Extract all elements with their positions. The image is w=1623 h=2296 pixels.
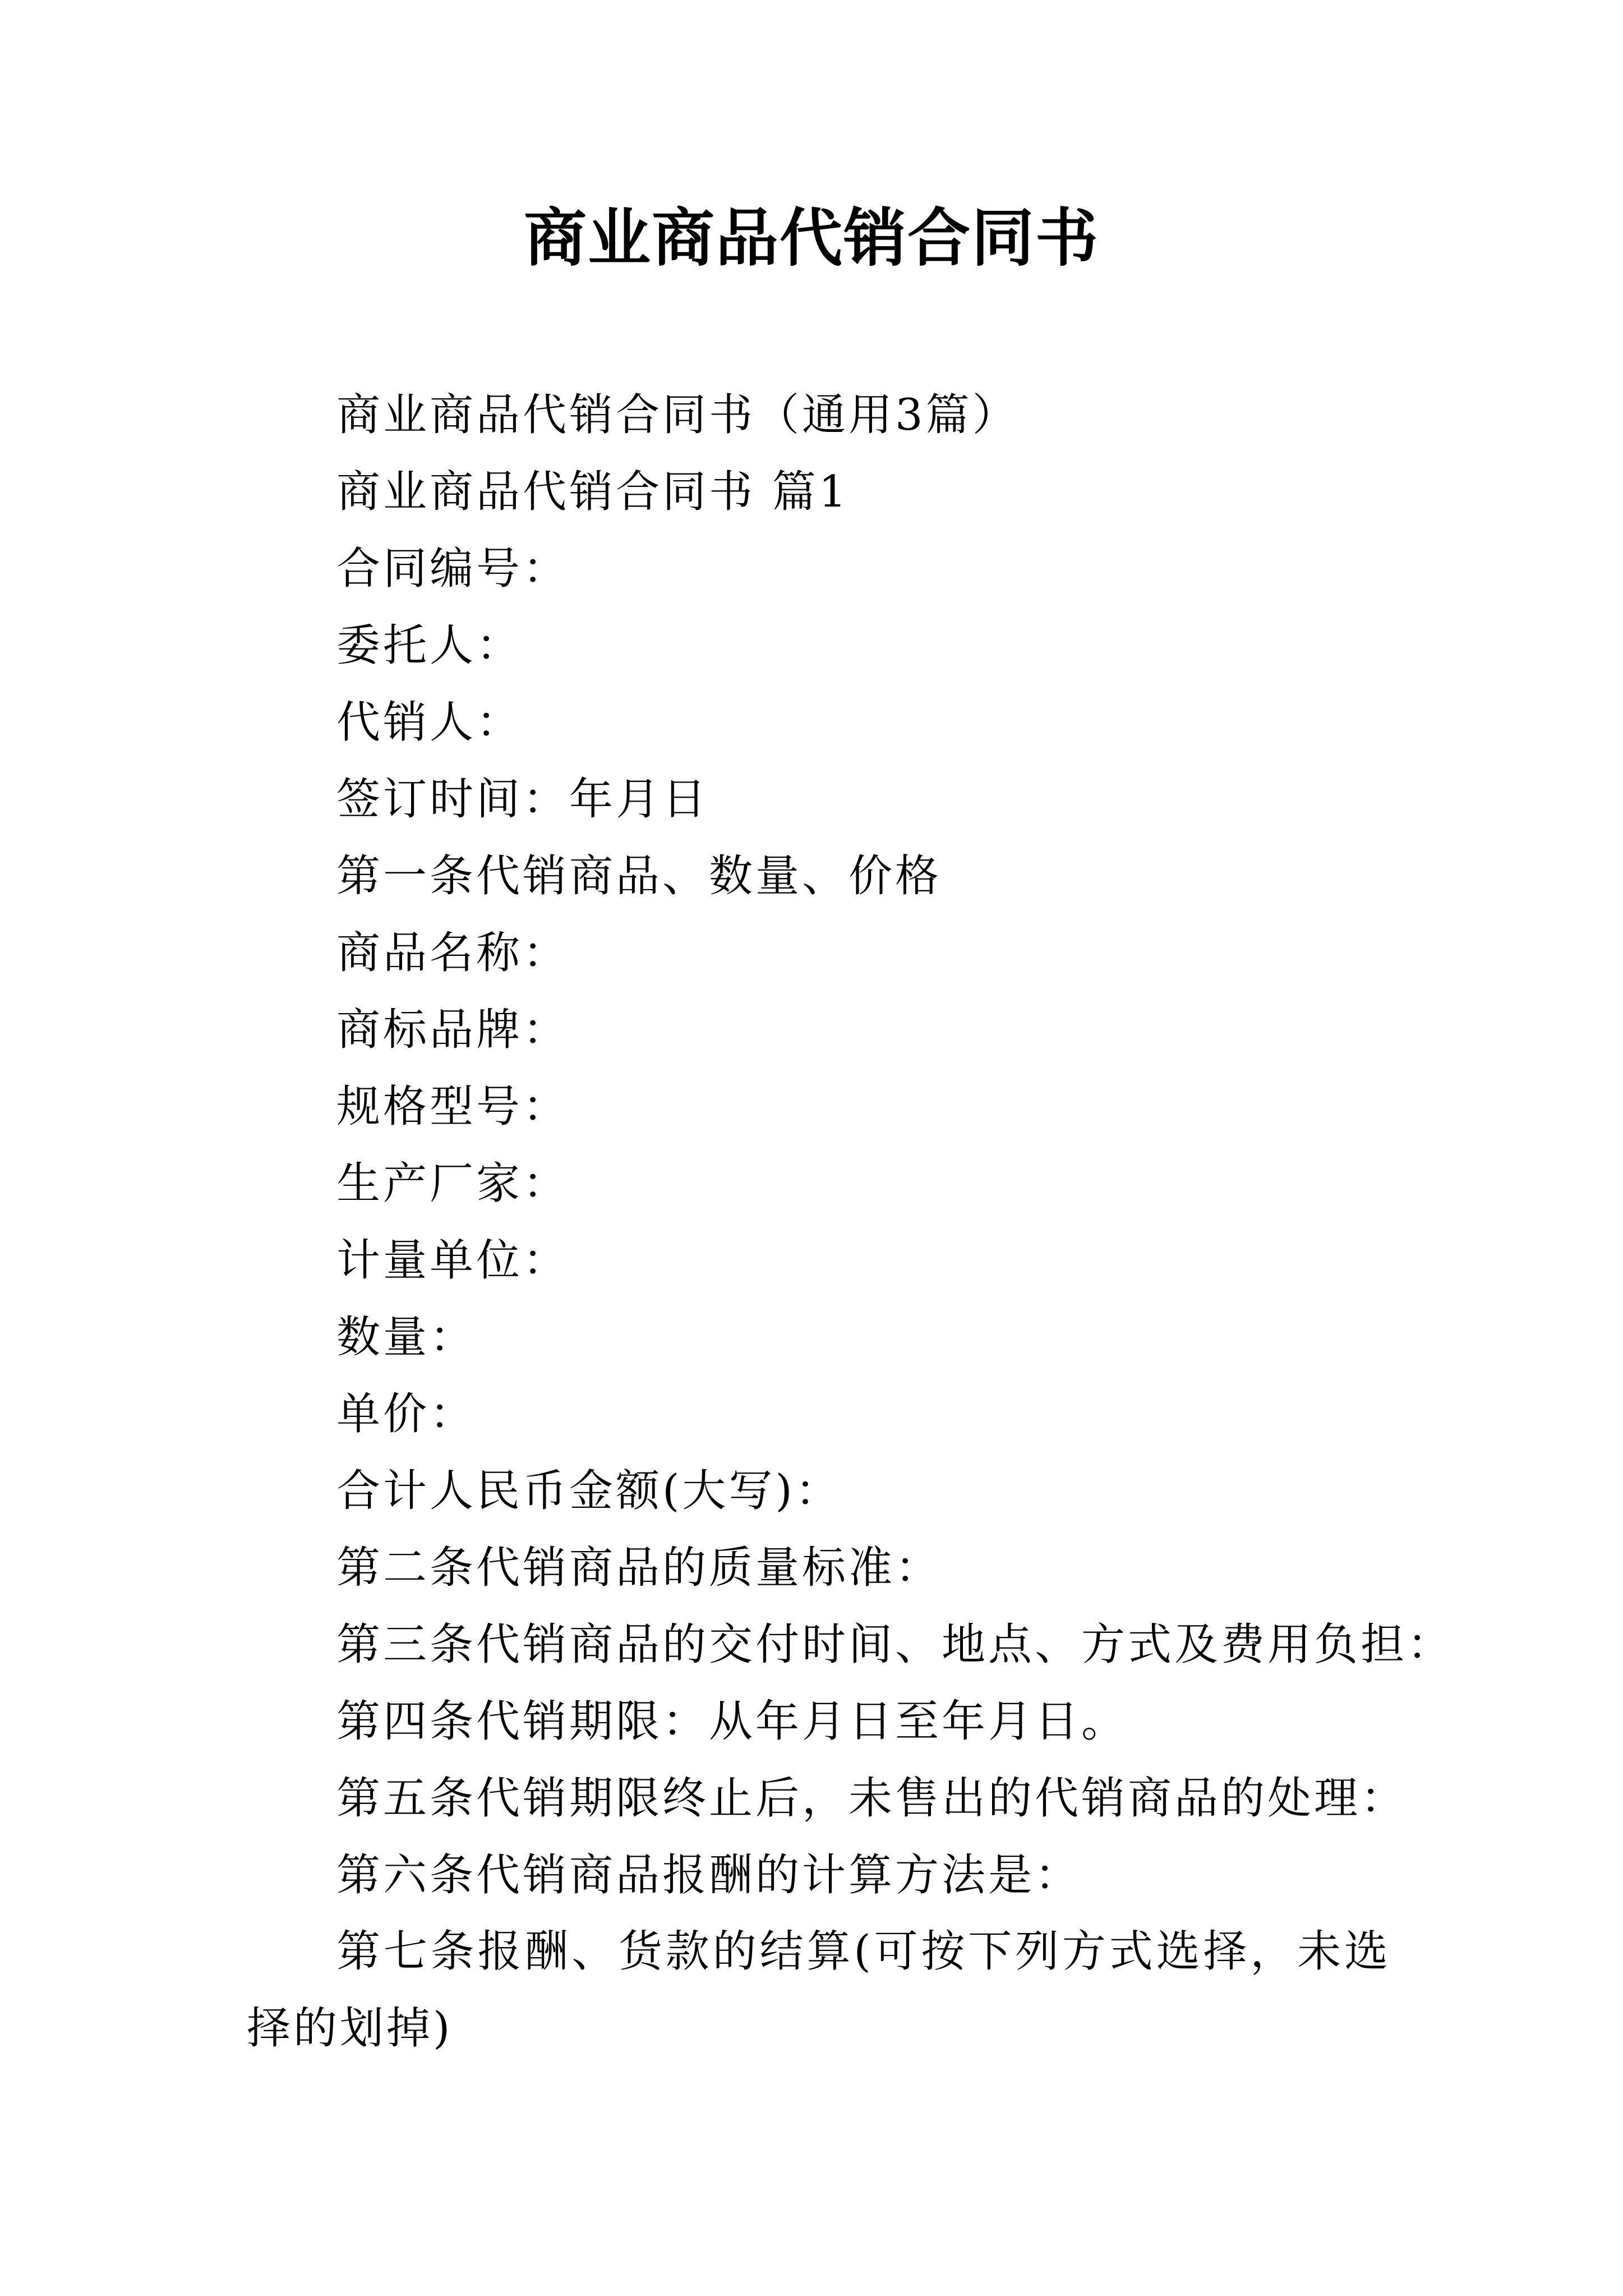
article-5: 第五条代销期限终止后，未售出的代销商品的处理：	[336, 1773, 1408, 1824]
article-2: 第二条代销商品的质量标准：	[336, 1543, 942, 1593]
quantity-field: 数量：	[336, 1312, 477, 1363]
manufacturer-field: 生产厂家：	[336, 1158, 570, 1209]
article-6: 第六条代销商品报酬的计算方法是：	[336, 1850, 1082, 1901]
document-title: 商业商品代销合同书	[524, 201, 1099, 275]
agent-field: 代销人：	[336, 697, 523, 748]
article-7: 第七条报酬、货款的结算(可按下列方式选择，未选择的划掉)	[247, 1926, 1391, 2054]
article-4: 第四条代销期限：从年月日至年月日。	[336, 1696, 1128, 1747]
subtitle-line: 商业商品代销合同书（通用3篇）	[336, 390, 1019, 440]
principal-field: 委托人：	[336, 620, 523, 671]
unit-field: 计量单位：	[336, 1235, 570, 1286]
article-1: 第一条代销商品、数量、价格	[336, 851, 942, 901]
article-3: 第三条代销商品的交付时间、地点、方式及费用负担：	[336, 1619, 1454, 1670]
unit-price-field: 单价：	[336, 1389, 477, 1439]
signing-date-field: 签订时间：年月日	[336, 774, 709, 825]
section-heading: 商业商品代销合同书 篇1	[336, 467, 850, 517]
brand-field: 商标品牌：	[336, 1005, 570, 1055]
contract-number-field: 合同编号：	[336, 544, 570, 594]
total-amount-field: 合计人民币金额(大写)：	[336, 1466, 842, 1516]
model-field: 规格型号：	[336, 1082, 570, 1132]
product-name-field: 商品名称：	[336, 928, 570, 978]
